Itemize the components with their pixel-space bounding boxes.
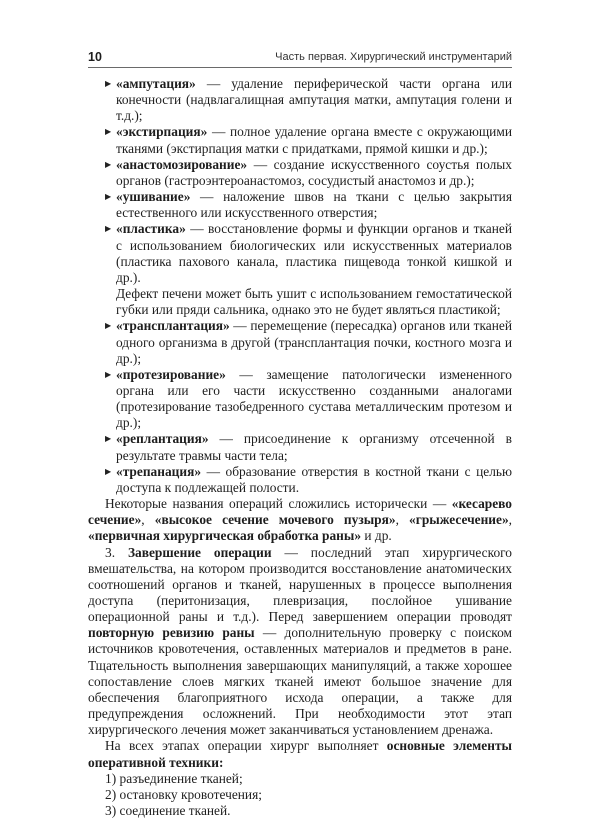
list-item: 2) остановку кровотечения; (105, 786, 262, 802)
operation-definition: — удаление периферической части органа или конечности (надвлагалищная ампутация матки, ампутация голени и т.д.); (116, 76, 512, 124)
historic-term: «первичная хирургическая обработка раны» (88, 528, 362, 544)
elements-term: основные элементы оперативной техники: (88, 738, 512, 770)
operation-definition: — замещение патологически измененного органа или его части искусственно созданными аналогами (протезирование тазобедренного сустава металлическим протезом и др.); (116, 366, 512, 431)
historic-term: «высокое сечение мочевого пузыря» (154, 512, 396, 528)
running-title: Часть первая. Хирургический инструментарий (275, 51, 512, 63)
bullet-arrow-icon: ▶ (105, 434, 112, 444)
historic-names-paragraph (88, 496, 512, 544)
page-body (88, 76, 512, 819)
historic-term: «грыжесечение» (409, 512, 509, 528)
operation-term: «ушивание» (116, 189, 191, 205)
separator: , (395, 512, 410, 528)
final-stage-paragraph (88, 545, 512, 739)
list-item: 1) разъединение тканей; (105, 770, 243, 786)
bullet-item (88, 189, 512, 221)
operation-term: «трепанация» (116, 463, 202, 479)
page-number: 10 (88, 50, 102, 64)
header-rule (88, 67, 512, 68)
bullet-item (88, 318, 512, 366)
bullet-item (88, 124, 512, 156)
bullet-item (88, 76, 512, 124)
bullet-arrow-icon: ▶ (105, 369, 112, 379)
stage-title: Завершение операции (127, 544, 272, 560)
operation-term: «протезирование» (116, 366, 226, 382)
operation-term: «трансплантация» (116, 318, 230, 334)
bullet-item (88, 464, 512, 496)
elements-paragraph (88, 738, 512, 770)
bullet-arrow-icon: ▶ (105, 224, 112, 234)
list-item: 3) соединение тканей. (105, 803, 231, 819)
historic-tail: и др. (361, 528, 392, 544)
separator: , (508, 512, 513, 528)
bullet-arrow-icon: ▶ (105, 466, 112, 476)
operation-term: «ампутация» (116, 76, 196, 91)
bullet-item (88, 367, 512, 432)
page-header (88, 49, 512, 69)
bullet-continuation: Дефект печени может быть ушит с использованием гемостатической губки или пряди сальника, однако это не будет являться пластикой; (116, 286, 512, 318)
elements-intro: На всех этапах операции хирург выполняет (105, 738, 387, 754)
bullet-arrow-icon: ▶ (105, 127, 112, 137)
operation-definition: — восстановление формы и функции органов и тканей с использованием биологических или искусственных материалов (пластика пахового канала, пластика пищевода тонкой кишкой и др.). (116, 221, 512, 285)
stage-text: — дополнительную проверку с поиском источников кровотечения, оставленных материалов и предметов в ране. Тщательность выполнения завершающих манипуляций, а также хорошее сопоставление слоев мягких тканей имеют большое значение для обеспечения благоприятного исхода операции, а также для предупреждения осложнений. При необходимости этот этап хирургического лечения может заканчиваться установлением дренажа. (88, 625, 513, 738)
operation-definition: — наложение швов на ткани с целью закрытия естественного или искусственного отверстия; (116, 189, 512, 221)
operation-definition: — перемещение (пересадка) органов или тканей одного организма в другой (трансплантация почки, костного мозга и др.); (116, 318, 512, 366)
operation-definition: — создание искусственного соустья полых органов (гастроэнтероанастомоз, сосудистый анастомоз и др.); (116, 156, 512, 188)
operation-definition: — полное удаление органа вместе с окружающими тканями (экстирпация матки с придатками, прямой кишки и др.); (116, 124, 512, 156)
historic-intro: Некоторые названия операций сложились исторически — (105, 496, 452, 512)
separator: , (141, 512, 155, 528)
bullet-item (88, 221, 512, 286)
operation-definition: — образование отверстия в костной ткани с целью доступа к подлежащей полости. (116, 463, 512, 495)
bullet-arrow-icon: ▶ (105, 79, 112, 88)
bullet-arrow-icon: ▶ (105, 321, 112, 331)
operation-term: «реплантация» (116, 431, 209, 447)
operation-definition: — присоединение к организму отсеченной в результате травмы части тела; (116, 431, 512, 463)
bullet-item (88, 157, 512, 189)
stage-number: 3. (105, 544, 128, 560)
bullet-arrow-icon: ▶ (105, 159, 112, 169)
operation-term: «пластика» (116, 221, 186, 237)
bullet-arrow-icon: ▶ (105, 192, 112, 202)
revision-term: повторную ревизию раны (88, 625, 255, 641)
operation-term: «анастомозирование» (116, 156, 248, 172)
historic-term: «кесарево сечение» (88, 496, 512, 528)
operation-term: «экстирпация» (116, 124, 208, 140)
bullet-item (88, 431, 512, 463)
stage-text: — последний этап хирургического вмешательства, на котором производится восстановление анатомических соотношений органов и тканей, нарушенных в процессе выполнения доступа (перитонизация, плевризация, послойное ушивание операционной раны и т.д.). Перед завершением операции проводят (88, 544, 512, 625)
